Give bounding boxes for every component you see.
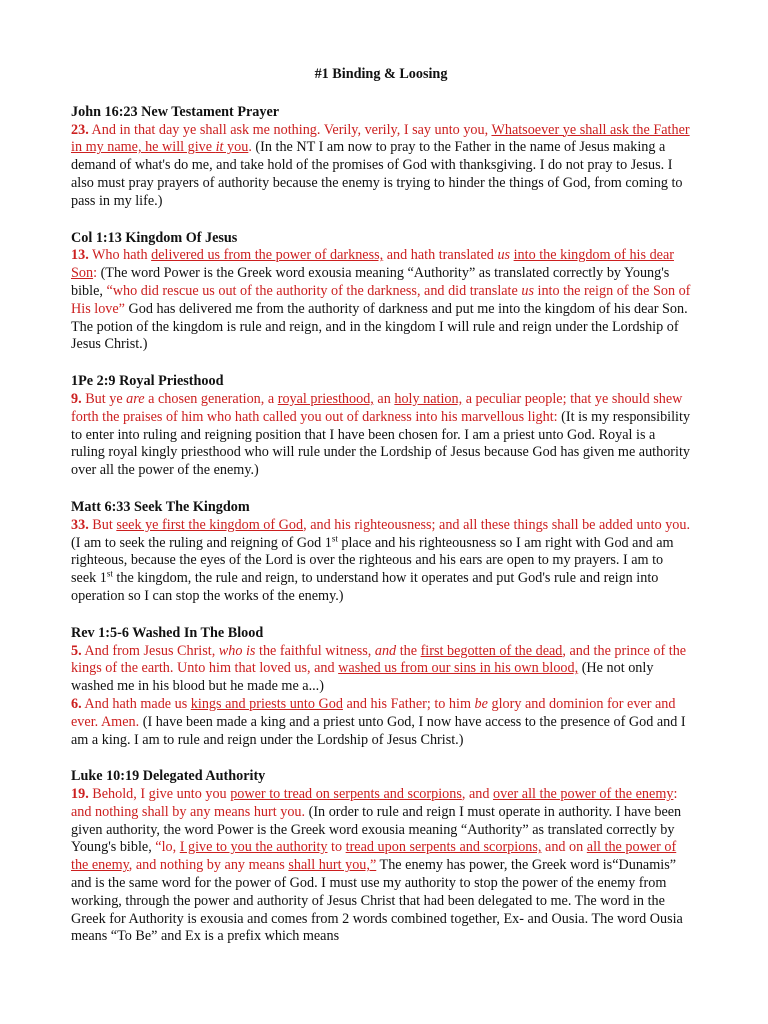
scripture-text: and xyxy=(374,642,397,659)
commentary-text: The enemy has power, the Greek word is“Dunamis” and is the same word for the power of God. I must use my authority to stop the power of the enemy from working, through the power and authority of Jesus Christ that had been delegated to me. The word in the Greek for Authority is exousia and comes from 2 words combined together, Ex- and Ousia. The word Ousia means “To Be” and Ex is a prefix which means xyxy=(71,857,683,945)
scripture-text: an xyxy=(373,390,395,407)
scripture-text: And hath made us xyxy=(81,695,191,712)
scripture-text: be xyxy=(474,695,488,712)
scripture-section xyxy=(71,768,691,946)
scripture-text: And from Jesus Christ, xyxy=(81,642,219,659)
scripture-text: : and nothing shall by any means hurt you. xyxy=(71,786,678,820)
verse-paragraph xyxy=(71,786,691,946)
scripture-section xyxy=(71,373,691,480)
commentary-text: (In the NT I am now to pray to the Father in the name of Jesus making a demand of what's do me, and take hold of the promises of God with thanksgiving. I do not pray to Jesus. I also must pray prayers of authority because the enemy is trying to hinder the things of God, from coming to pass in my life.) xyxy=(71,139,683,209)
scripture-text: shall hurt you,” xyxy=(288,857,377,874)
commentary-text: (I am to seek the ruling and reigning of God 1 xyxy=(71,534,332,551)
scripture-text: : xyxy=(93,265,98,282)
scripture-text: into the kingdom of his dear Son xyxy=(71,247,674,282)
scripture-text: us xyxy=(497,247,511,264)
scripture-text: the faithful witness, xyxy=(255,642,375,659)
sections-container xyxy=(71,104,691,946)
verse-number: 9. xyxy=(71,390,82,407)
scripture-text: seek ye first the kingdom of God xyxy=(116,516,304,533)
commentary-text: (I have been made a king and a priest unto God, I now have access to the presence of God and I am a king. I am to rule and reign under the Lordship of Jesus Christ.) xyxy=(71,713,686,748)
scripture-text: tread upon serpents and scorpions, xyxy=(345,839,542,856)
verse-paragraph xyxy=(71,391,691,480)
scripture-text: and on xyxy=(541,839,587,856)
scripture-text: and hath translated xyxy=(383,247,498,264)
scripture-text: power to tread on serpents and scorpions xyxy=(230,786,462,803)
scripture-text: a chosen generation, a xyxy=(144,390,278,407)
verse-number: 5. xyxy=(71,642,82,659)
scripture-text: I give to you the authority xyxy=(179,839,328,856)
commentary-text: place and his righteousness so I am right with God and am righteous, because the eyes of the Lord is over the righteous and his ears are open to my prayers. I am to seek 1 xyxy=(71,534,674,587)
verse-paragraph xyxy=(71,247,691,354)
scripture-text: “who did rescue us out of the authority of the darkness, and did translate xyxy=(106,282,522,299)
document-title: #1 Binding & Loosing xyxy=(314,66,448,82)
scripture-text: But ye xyxy=(81,390,127,407)
section-heading: Luke 10:19 Delegated Authority xyxy=(71,768,266,785)
scripture-text: us xyxy=(521,282,534,299)
scripture-text: Who hath xyxy=(88,247,152,264)
commentary-text: God has delivered me from the authority of darkness and put me into the kingdom of his dear Son. The potion of the kingdom is rule and reign, and in the kingdom I will rule and reign under the Lordship of Jesus Christ.) xyxy=(71,300,688,353)
commentary-text: (It is my responsibility to enter into ruling and reigning position that I have been chosen for. I am a priest unto God. Royal is a ruling royal kingly priesthood who will rule under the Lordship of Jesus because God has given me authority over all the power of the enemy.) xyxy=(71,408,691,479)
scripture-text: delivered us from the power of darkness, xyxy=(151,247,384,264)
scripture-section xyxy=(71,499,691,606)
scripture-text: “lo, xyxy=(155,839,180,856)
commentary-text: the kingdom, the rule and reign, to understand how it operates and put God's rule and reign into operation so I can stop the works of the enemy.) xyxy=(71,570,659,604)
verse-paragraph xyxy=(71,696,691,749)
scripture-text: to xyxy=(327,839,346,856)
scripture-text: the xyxy=(396,642,421,659)
document-page xyxy=(71,66,691,965)
scripture-text: , and the prince of the kings of the earth. Unto him that loved us, and xyxy=(71,642,687,677)
verse-number: 19. xyxy=(71,786,89,803)
scripture-text: a peculiar people; that ye should shew forth the praises of him who hath called you out of darkness into his marvellous light: xyxy=(71,390,683,425)
scripture-text: royal priesthood, xyxy=(277,390,374,407)
section-heading: John 16:23 New Testament Prayer xyxy=(71,103,280,120)
scripture-text: and his Father; to him xyxy=(342,695,475,712)
verse-paragraph xyxy=(71,517,691,606)
scripture-text: And in that day ye shall ask me nothing. Verily, verily, I say unto you, xyxy=(88,121,492,138)
scripture-text: , and nothing by any means xyxy=(128,857,289,874)
commentary-text: (He not only washed me in his blood but he made me a...) xyxy=(71,660,654,695)
commentary-text: (In order to rule and reign I must operate in authority. I have been given authority, the word Power is the Greek word exousia meaning “Authority” as translated correctly by Young's bible, xyxy=(71,803,682,856)
scripture-section xyxy=(71,104,691,211)
scripture-text: , and xyxy=(461,786,494,803)
scripture-text: But xyxy=(88,516,117,533)
scripture-text: you xyxy=(223,139,249,156)
verse-paragraph xyxy=(71,122,691,211)
commentary-text: st xyxy=(106,568,113,579)
scripture-text: who is xyxy=(218,642,256,659)
section-heading: Col 1:13 Kingdom Of Jesus xyxy=(71,229,238,246)
scripture-section xyxy=(71,625,691,750)
section-heading: 1Pe 2:9 Royal Priesthood xyxy=(71,373,224,390)
scripture-text: Whatsoever ye shall ask the Father in my name, he will give xyxy=(71,121,690,156)
scripture-text: all the power of the enemy xyxy=(71,839,677,874)
scripture-text: , and his righteousness; and all these things shall be added unto you. xyxy=(303,516,691,533)
scripture-text: holy nation, xyxy=(394,390,463,407)
verse-number: 6. xyxy=(71,695,82,712)
verse-number: 13. xyxy=(71,247,89,264)
scripture-section xyxy=(71,230,691,355)
verse-number: 33. xyxy=(71,516,89,533)
section-heading: Matt 6:33 Seek The Kingdom xyxy=(71,498,250,515)
commentary-text: (The word Power is the Greek word exousia meaning “Authority” as translated correctly by Young's bible, xyxy=(71,265,670,299)
scripture-text: . xyxy=(248,139,252,156)
section-heading: Rev 1:5-6 Washed In The Blood xyxy=(71,624,264,641)
scripture-text: are xyxy=(126,390,145,407)
scripture-text: into the reign of the Son of His love” xyxy=(71,282,691,317)
scripture-text: over all the power of the enemy xyxy=(493,786,674,803)
scripture-text: glory and dominion for ever and ever. Amen. xyxy=(71,695,676,730)
scripture-text: it xyxy=(215,139,224,156)
scripture-text: Behold, I give unto you xyxy=(88,786,231,803)
verse-paragraph xyxy=(71,643,691,696)
scripture-text: kings and priests unto God xyxy=(190,695,343,712)
commentary-text: st xyxy=(331,532,338,543)
verse-number: 23. xyxy=(71,121,89,138)
scripture-text: first begotten of the dead xyxy=(420,642,563,659)
scripture-text: washed us from our sins in his own blood, xyxy=(338,660,579,677)
